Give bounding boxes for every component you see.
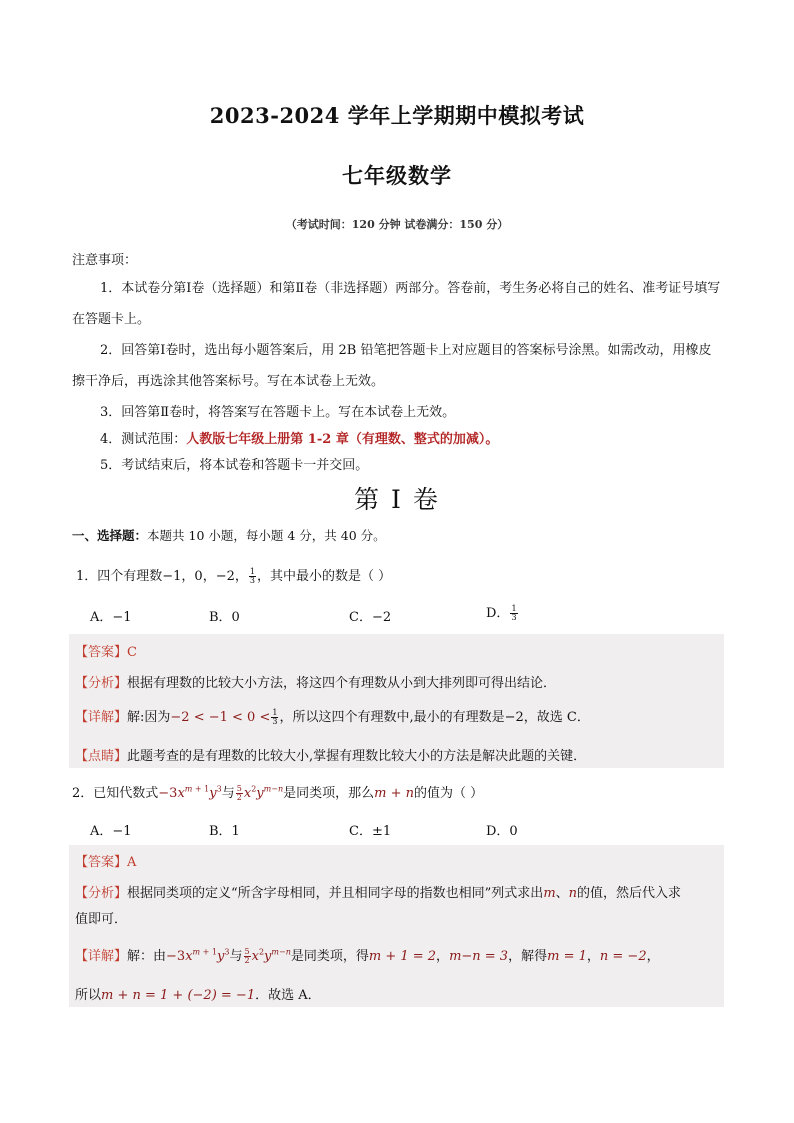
q1-point: 此题考查的是有理数的比较大小,掌握有理数比较大小的方法是解决此题的关键． — [127, 749, 587, 764]
q1-detail-end: ，所以这四个有理数中,最小的有理数是−2，故选 C． — [279, 710, 590, 725]
q1-stem-end: ，其中最小的数是（ ） — [256, 569, 392, 584]
q2-detail-fraction: $\frac{5}{2}$ — [244, 947, 250, 965]
q1-option-c: C．−2 — [349, 610, 392, 625]
q2-option-c: C．±1 — [349, 824, 392, 839]
q2-analysis-start: 根据同类项的定义“所含字母相同，并且相同字母的指数也相同”列式求出 — [127, 886, 544, 901]
q2-equation-3: m = 1 — [547, 949, 587, 964]
q2-detail-term-1: $-3x^{m + 1}y^3$ — [166, 947, 230, 964]
note-2: 2．回答第Ⅰ卷时，选出每小题答案后，用 2B 铅笔把答题卡上对应题目的答案标号涂黑。如需改动，用橡皮擦干净后，再选涂其他答案标号。写在本试卷上无效。 — [72, 343, 712, 389]
q2-term-1: $-3x^{m + 1}y^3$ — [158, 784, 222, 801]
q1-detail-row — [75, 706, 590, 726]
q1-solution-box — [69, 634, 724, 768]
q1-detail-fraction — [271, 709, 278, 726]
exam-title: 2023-2024 学年上学期期中模拟考试 — [209, 103, 585, 128]
part-title: 第 I 卷 — [354, 485, 440, 514]
q1-option-d-den: 3 — [511, 613, 517, 622]
q1-option-d — [486, 602, 519, 622]
q2-analysis-tag: 【分析】 — [75, 886, 128, 901]
note-3: 3．回答第Ⅱ卷时，将答案写在答题卡上。写在本试卷上无效。 — [100, 405, 456, 420]
note-1: 1．本试卷分第Ⅰ卷（选择题）和第Ⅱ卷（非选择题）两部分。答卷前，考生务必将自己的姓名、准考证号填写在答题卡上。 — [72, 281, 721, 327]
q2-conclusion-row — [75, 984, 321, 1003]
q2-detail-middle: 是同类项，得 — [290, 949, 369, 964]
q2-m-plus-n: m + n — [374, 786, 414, 801]
q1-detail-den: 3 — [272, 717, 278, 726]
q2-conclusion-start: 所以 — [75, 988, 102, 1003]
q2-answer-tag: 【答案】 — [75, 855, 128, 870]
q1-option-b: B．0 — [209, 610, 240, 625]
q2-option-d: D．0 — [486, 824, 518, 839]
q2-stem-end: 的值为（ ） — [413, 786, 484, 801]
q2-conclusion-end: ．故选 A． — [255, 988, 321, 1003]
q2-equation-4: n = −2 — [599, 949, 647, 964]
q2-equation-5: m + n = 1 + (−2) = −1 — [101, 988, 256, 1003]
q2-solution-box — [69, 845, 724, 1007]
q1-frac-num: 1 — [249, 567, 255, 576]
q2-detail-row — [75, 945, 660, 965]
q1-point-tag: 【点睛】 — [75, 749, 128, 764]
q1-option-d-fraction — [510, 605, 517, 622]
q2-detail-solve: ，解得 — [508, 949, 548, 964]
note-4-scope: 人教版七年级上册第 1-2 章（有理数、整式的加减）。 — [186, 432, 499, 447]
q2-analysis-cont-row: 值即可． — [75, 912, 128, 927]
exam-subject: 七年级数学 — [342, 163, 452, 188]
question-1-stem — [76, 565, 391, 585]
q2-fraction: $\frac{5}{2}$ — [236, 784, 242, 802]
note-4-prefix: 4．测试范围： — [100, 432, 187, 447]
q2-analysis-row — [75, 882, 681, 901]
q1-answer-row — [75, 641, 137, 660]
q1-detail-start: 解:因为 — [127, 710, 171, 725]
question-2-stem — [72, 782, 483, 802]
q1-detail-inequality: −2 < −1 < 0 < — [170, 710, 271, 725]
section-text: 本题共 10 小题，每小题 4 分，共 40 分。 — [147, 528, 386, 543]
q2-analysis-n: n — [568, 886, 578, 901]
q2-answer: A — [127, 855, 137, 870]
q2-equation-2: m−n = 3 — [449, 949, 509, 964]
q2-stem-middle: 是同类项，那么 — [283, 786, 375, 801]
q2-detail-and: 与 — [229, 949, 243, 964]
q2-option-b: B．1 — [209, 824, 240, 839]
q1-answer: C — [127, 645, 137, 660]
q1-stem-start: 1．四个有理数−1，0，−2， — [76, 569, 248, 584]
section-heading — [72, 526, 386, 544]
q2-stem-and: 与 — [221, 786, 235, 801]
q1-option-a: A．−1 — [90, 610, 132, 625]
note-5: 5．考试结束后，将本试卷和答题卡一并交回。 — [100, 458, 369, 473]
q1-detail-num: 1 — [272, 708, 278, 717]
q1-detail-tag: 【详解】 — [75, 710, 128, 725]
q2-detail-comma-1: ， — [436, 949, 450, 964]
q2-analysis-end: 的值，然后代入求 — [577, 886, 682, 901]
q1-point-row — [75, 745, 586, 764]
q2-detail-comma-3: ， — [646, 949, 660, 964]
q1-analysis-tag: 【分析】 — [75, 676, 128, 691]
q1-option-d-num: 1 — [511, 604, 517, 613]
q2-term-2: $x^2y^{m-n}$ — [243, 784, 284, 801]
q1-answer-tag: 【答案】 — [75, 645, 128, 660]
q1-fraction — [249, 568, 256, 585]
q2-answer-row — [75, 851, 136, 870]
q2-detail-term-2: $x^2y^{m-n}$ — [251, 947, 291, 964]
q2-equation-1: m + 1 = 2 — [368, 949, 437, 964]
q1-analysis: 根据有理数的比较大小方法，将这四个有理数从小到大排列即可得出结论． — [127, 676, 557, 691]
q1-analysis-row — [75, 672, 556, 691]
q2-stem-start: 2．已知代数式 — [72, 786, 159, 801]
q1-frac-den: 3 — [249, 576, 255, 585]
exam-meta: （考试时间：120 分钟 试卷满分：150 分） — [285, 218, 509, 231]
q2-analysis-sep: 、 — [555, 886, 569, 901]
q1-option-d-label: D． — [486, 606, 510, 621]
section-label: 一、选择题： — [72, 528, 148, 543]
q2-detail-start: 解：由 — [127, 949, 167, 964]
q2-detail-comma-2: ， — [586, 949, 600, 964]
q2-option-a: A．−1 — [90, 824, 132, 839]
q2-analysis-m: m — [543, 886, 556, 901]
q2-detail-tag: 【详解】 — [75, 949, 128, 964]
notes-heading: 注意事项： — [72, 253, 138, 268]
